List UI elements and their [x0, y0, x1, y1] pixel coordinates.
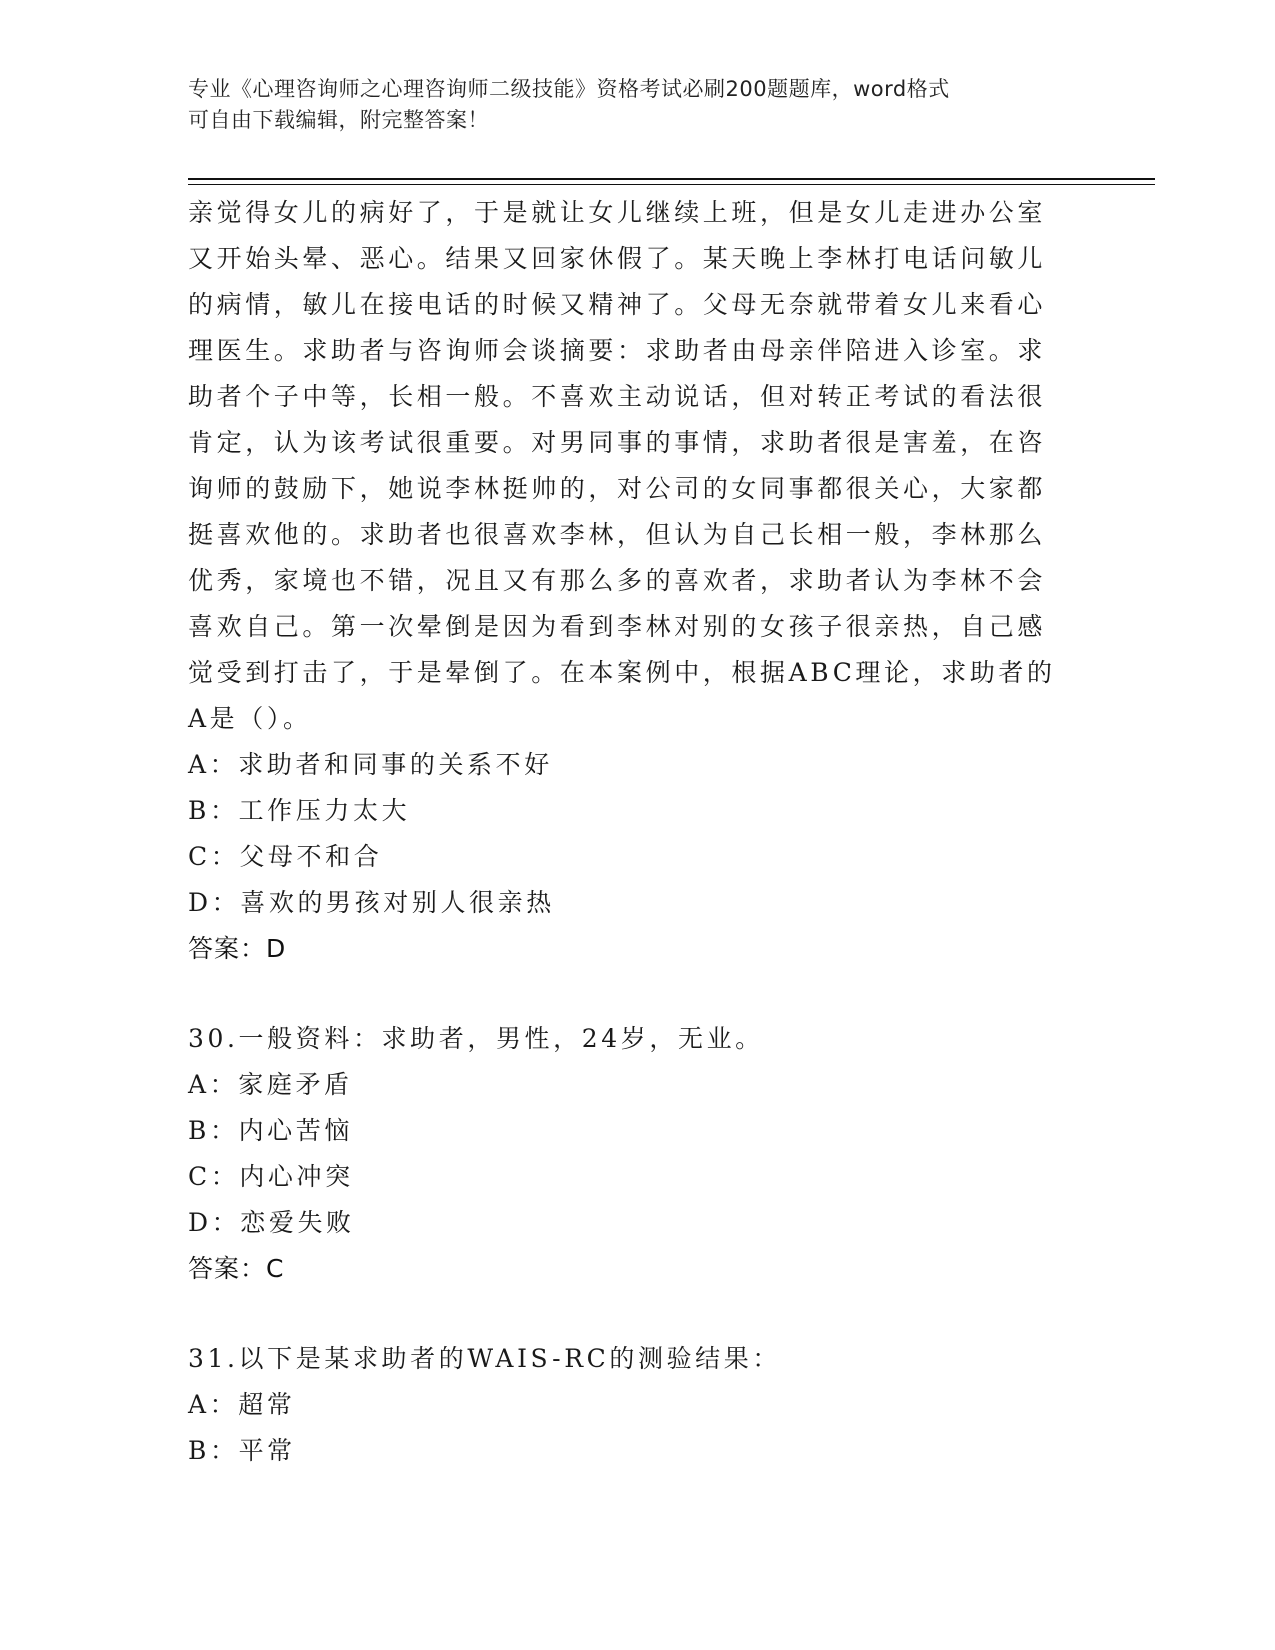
document-body	[188, 190, 1068, 1474]
question-spacer	[188, 1292, 1068, 1336]
question-29	[188, 190, 1068, 972]
option-b: B：内心苦恼	[188, 1116, 353, 1145]
question-30	[188, 1016, 1068, 1292]
header-line-1: 专业《心理咨询师之心理咨询师二级技能》资格考试必刷200题题库，word格式	[188, 77, 950, 101]
option-c: C：父母不和合	[188, 842, 383, 871]
option-c: C：内心冲突	[188, 1162, 354, 1191]
question-spacer	[188, 972, 1068, 1016]
option-a: A：超常	[188, 1390, 296, 1419]
passage-line: 询师的鼓励下，她说李林挺帅的，对公司的女同事都很关心，大家都	[188, 474, 1047, 503]
passage-line: 理医生。求助者与咨询师会谈摘要：求助者由母亲伴陪进入诊室。求	[188, 336, 1047, 365]
option-a: A：求助者和同事的关系不好	[188, 750, 553, 779]
option-d: D：喜欢的男孩对别人很亲热	[188, 888, 555, 917]
answer-label: 答案：D	[188, 934, 287, 963]
question-title: 31.以下是某求助者的WAIS-RC的测验结果：	[188, 1344, 781, 1373]
answer-label: 答案：C	[188, 1254, 285, 1283]
passage-line: A是（）。	[188, 704, 312, 733]
header-rule-thick	[188, 178, 1155, 180]
question-31	[188, 1336, 1068, 1474]
passage-line: 挺喜欢他的。求助者也很喜欢李林，但认为自己长相一般，李林那么	[188, 520, 1047, 549]
header-rule-thin	[188, 184, 1155, 185]
option-b: B：平常	[188, 1436, 296, 1465]
passage-line: 觉受到打击了，于是晕倒了。在本案例中，根据ABC理论，求助者的	[188, 658, 1056, 687]
document-header	[188, 74, 1068, 136]
passage-line: 亲觉得女儿的病好了，于是就让女儿继续上班，但是女儿走进办公室	[188, 198, 1047, 227]
header-line-2: 可自由下载编辑，附完整答案！	[188, 108, 489, 132]
option-d: D：恋爱失败	[188, 1208, 355, 1237]
passage-line: 的病情，敏儿在接电话的时候又精神了。父母无奈就带着女儿来看心	[188, 290, 1047, 319]
option-a: A：家庭矛盾	[188, 1070, 353, 1099]
passage-line: 又开始头晕、恶心。结果又回家休假了。某天晚上李林打电话问敏儿	[188, 244, 1047, 273]
option-b: B：工作压力太大	[188, 796, 411, 825]
passage-line: 肯定，认为该考试很重要。对男同事的事情，求助者很是害羞，在咨	[188, 428, 1047, 457]
question-title: 30.一般资料：求助者，男性，24岁，无业。	[188, 1024, 764, 1053]
passage-line: 喜欢自己。第一次晕倒是因为看到李林对别的女孩子很亲热，自己感	[188, 612, 1047, 641]
passage-line: 助者个子中等，长相一般。不喜欢主动说话，但对转正考试的看法很	[188, 382, 1047, 411]
passage-line: 优秀，家境也不错，况且又有那么多的喜欢者，求助者认为李林不会	[188, 566, 1047, 595]
